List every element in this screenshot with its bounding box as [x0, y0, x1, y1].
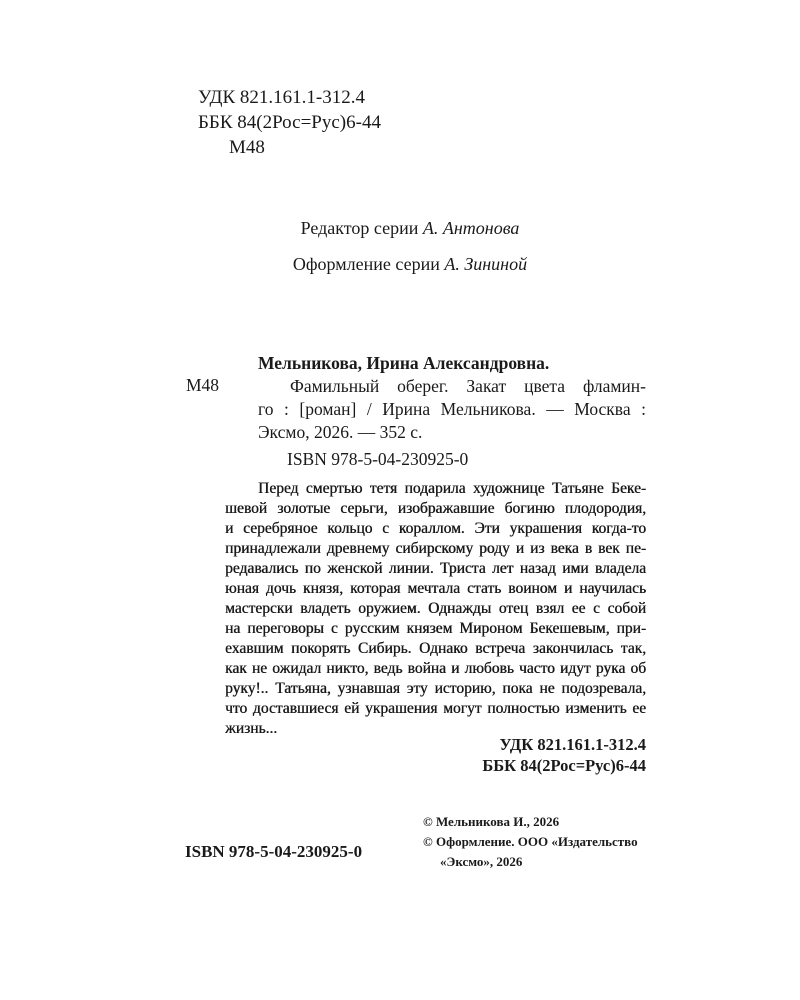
- annotation-line: ехавшим покорять Сибирь. Однако встреча закончилась так,: [225, 640, 646, 657]
- annotation-line: шевой золотые серьги, изображавшие богиню плодородия,: [225, 500, 646, 517]
- annotation-line: что доставшиеся ей украшения могут полностью изменить ее: [225, 700, 646, 717]
- copyright-line: © Оформление. ООО «Издательство: [423, 834, 638, 849]
- card-author: Мельникова, Ирина Александровна.: [258, 353, 550, 373]
- series-editor-line: [180, 219, 640, 238]
- bottom-classification-block: [346, 734, 646, 776]
- annotation-line: Перед смертью тетя подарила художнице Татьяне Беке-: [258, 480, 646, 497]
- bbk-line-bottom: ББК 84(2Рос=Рус)6-44: [482, 756, 646, 775]
- isbn-bottom: ISBN 978-5-04-230925-0: [185, 842, 363, 861]
- bbk-line: ББК 84(2Рос=Рус)6-44: [198, 112, 381, 133]
- annotation-line: принадлежали древнему сибирскому роду и из века в век пе-: [225, 540, 646, 557]
- udk-line-bottom: УДК 821.161.1-312.4: [499, 735, 646, 754]
- series-designer-line: [180, 255, 640, 274]
- annotation-line: как не ожидал никто, ведь война и любовь часто идут рука об: [225, 660, 646, 677]
- series-editor-name: А. Антонова: [422, 218, 520, 238]
- annotation-line: руку!.. Татьяна, узнавшая эту историю, пока не подозревала,: [225, 680, 646, 697]
- annotation: [225, 479, 646, 739]
- card-line: Эксмо, 2026. — 352 с.: [258, 422, 423, 442]
- annotation-line: юная дочь князя, которая мечтала стать воином и научилась: [225, 580, 646, 597]
- series-credits: [180, 219, 640, 274]
- series-designer-label: Оформление серии: [292, 254, 445, 274]
- card-line: Фамильный оберег. Закат цвета фламин-: [290, 376, 646, 396]
- annotation-line: мастерски владеть оружием. Однажды отец взял ее с собой: [225, 600, 646, 617]
- top-classification-block: [198, 85, 381, 160]
- author-sign-side: М48: [186, 375, 220, 395]
- card-isbn: ISBN 978-5-04-230925-0: [287, 449, 469, 469]
- copyright-line: © Мельникова И., 2026: [423, 814, 560, 829]
- udk-line: УДК 821.161.1-312.4: [198, 87, 365, 108]
- catalog-card: [258, 352, 646, 444]
- copyright-line: «Эксмо», 2026: [440, 854, 523, 869]
- annotation-line: на переговоры с русским князем Мироном Бекешевым, при-: [225, 620, 646, 637]
- author-sign-line: М48: [229, 137, 265, 158]
- annotation-line: редавались по женской линии. Триста лет назад ими владела: [225, 560, 646, 577]
- card-line: го : [роман] / Ирина Мельникова. — Москва :: [258, 399, 646, 419]
- annotation-line: жизнь...: [225, 720, 278, 737]
- annotation-line: и серебряное кольцо с кораллом. Эти украшения когда-то: [225, 520, 646, 537]
- copyright-block: [423, 812, 638, 872]
- series-designer-name: А. Зининой: [444, 254, 528, 274]
- series-editor-label: Редактор серии: [300, 218, 423, 238]
